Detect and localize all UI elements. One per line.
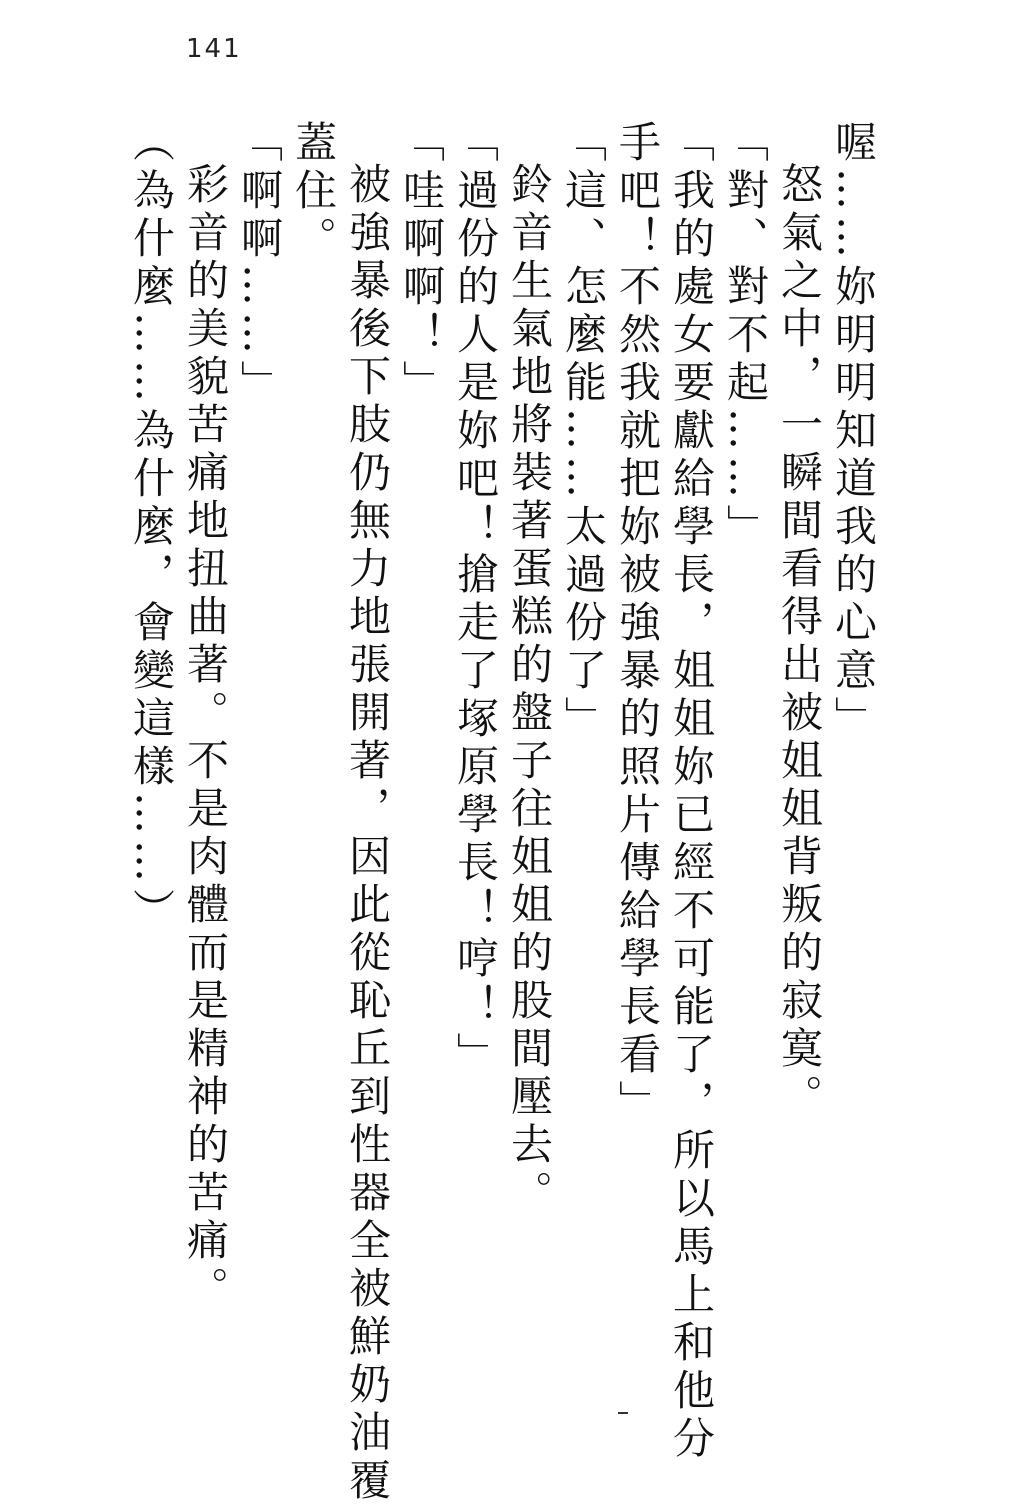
text-line: 「我的處女要獻給學長，姐姐妳已經不可能了，所以馬上和他分 bbox=[667, 120, 716, 1464]
text-line: 「這、怎麼能……太過份了」 bbox=[559, 120, 608, 744]
text-line: 「過份的人是妳吧！搶走了塚原學長！哼！」 bbox=[451, 120, 500, 1080]
text-line: 怒氣之中，一瞬間看得出被姐姐背叛的寂寞。 bbox=[775, 162, 824, 1122]
text-line: 「對、對不起……」 bbox=[721, 120, 770, 552]
text-line: 喔……妳明明知道我的心意」 bbox=[829, 120, 878, 744]
text-line: 手吧！不然我就把妳被強暴的照片傳給學長看」 bbox=[613, 120, 662, 1128]
text-line: 鈴音生氣地將裝著蛋糕的盤子往姐姐的股間壓去。 bbox=[505, 162, 554, 1218]
text-line: （為什麼……為什麼，會變這樣……） bbox=[127, 120, 176, 936]
text-line: 彩音的美貌苦痛地扭曲著。不是肉體而是精神的苦痛。 bbox=[181, 162, 230, 1314]
scan-artifact-mark bbox=[618, 1412, 628, 1414]
text-line: 「啊啊……」 bbox=[235, 120, 284, 408]
novel-text-column bbox=[127, 120, 880, 1506]
text-line: 蓋住。 bbox=[289, 120, 338, 264]
text-line: 被強暴後下肢仍無力地張開著，因此從恥丘到性器全被鮮奶油覆 bbox=[343, 162, 392, 1506]
page-number: 141 bbox=[186, 34, 242, 64]
text-line: 「哇啊啊！」 bbox=[397, 120, 446, 408]
